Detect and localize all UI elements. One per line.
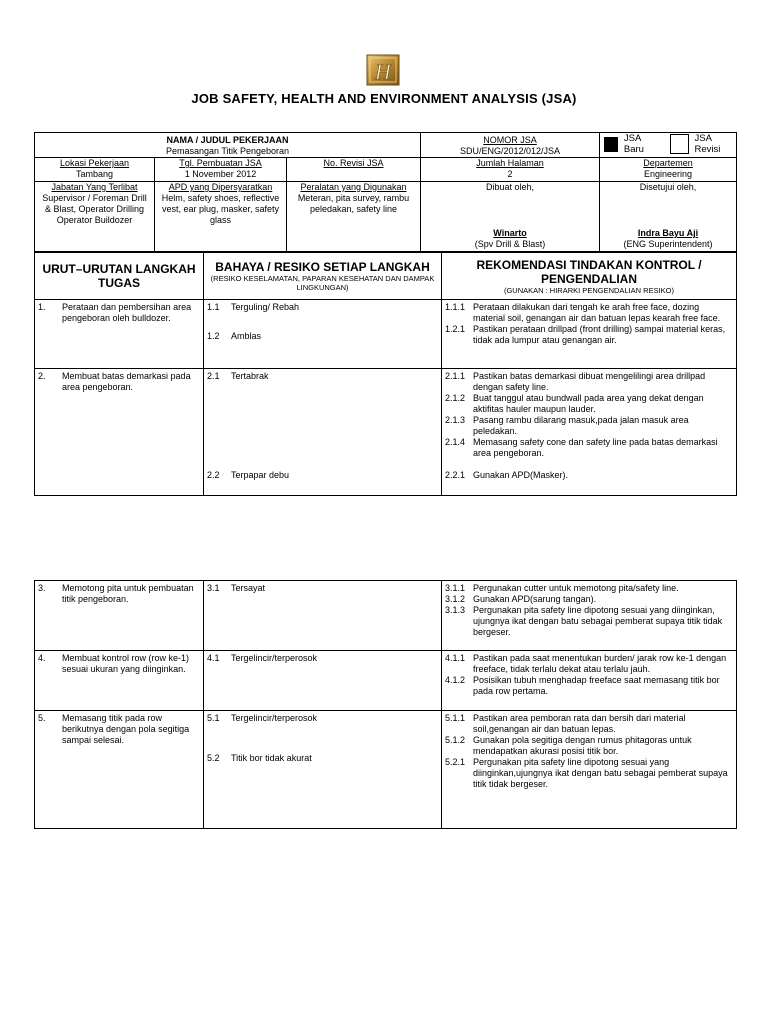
pages-value: 2 — [507, 169, 513, 179]
date-label: Tgl. Pembuatan JSA — [179, 158, 262, 168]
made-by-role: (Spv Drill & Blast) — [474, 239, 546, 249]
made-by-label: Dibuat oleh, — [485, 182, 535, 192]
control-text: Gunakan APD(Masker). — [473, 470, 569, 480]
control-number: 1.2.1 — [445, 324, 466, 334]
document-title: JOB SAFETY, HEALTH AND ENVIRONMENT ANALYSIS (JSA) — [191, 91, 577, 106]
control-cell — [442, 581, 737, 651]
hazards-header-sub: (RESIKO KESELAMATAN, PAPARAN KESEHATAN DAN DAMPAK LINGKUNGAN) — [210, 274, 435, 292]
jsa-type-cell — [600, 133, 737, 158]
control-number: 5.1.2 — [445, 735, 466, 745]
hazard-number: 5.2 — [207, 753, 220, 763]
step-number: 3. — [38, 583, 46, 593]
jsa-task-table-2 — [34, 580, 737, 829]
svg-text:H: H — [375, 59, 391, 84]
location-label: Lokasi Pekerjaan — [59, 158, 130, 168]
step-cell — [35, 581, 204, 651]
jsa-number-label: NOMOR JSA — [483, 135, 537, 145]
approved-by-label: Disetujui oleh, — [639, 182, 697, 192]
step-cell — [35, 711, 204, 829]
control-number: 5.2.1 — [445, 757, 466, 767]
job-title-label: NAMA / JUDUL PEKERJAAN — [166, 135, 289, 145]
hazard-text: Terpapar debu — [231, 470, 290, 480]
table-row — [35, 300, 737, 369]
apd-label: APD yang Dipersyaratkan — [168, 182, 273, 192]
equipment-value: Meteran, pita survey, rambu peledakan, safety line — [297, 193, 410, 214]
step-cell — [35, 369, 204, 496]
table-row — [35, 711, 737, 829]
made-by-cell — [421, 182, 600, 252]
hazard-cell — [204, 300, 442, 369]
positions-cell — [35, 182, 155, 252]
step-text: Memasang titik pada row berikutnya dengan pola segitiga sampai selesai. — [62, 713, 190, 745]
step-text: Membuat batas demarkasi pada area pengeboran. — [62, 371, 191, 392]
control-number: 4.1.2 — [445, 675, 466, 685]
approved-by-cell — [600, 182, 737, 252]
steps-column-header — [35, 253, 204, 300]
step-number: 4. — [38, 653, 46, 663]
approved-by-role: (ENG Superintendent) — [623, 239, 713, 249]
hazard-number: 1.1 — [207, 302, 220, 312]
hazard-text: Tertabrak — [231, 371, 269, 381]
date-value: 1 November 2012 — [184, 169, 257, 179]
jsa-number-cell — [421, 133, 600, 158]
step-number: 5. — [38, 713, 46, 723]
positions-label: Jabatan Yang Terlibat — [51, 182, 138, 192]
control-number: 1.1.1 — [445, 302, 466, 312]
table-row — [35, 369, 737, 496]
hazard-number: 4.1 — [207, 653, 220, 663]
made-by-name: Winarto — [493, 228, 527, 238]
step-cell — [35, 300, 204, 369]
hazard-number: 1.2 — [207, 331, 220, 341]
jsa-header-table — [34, 132, 737, 252]
controls-column-header — [442, 253, 737, 300]
hazard-text: Tersayat — [231, 583, 266, 593]
step-text: Membuat kontrol row (row ke-1) sesuai ukuran yang diinginkan. — [62, 653, 190, 674]
control-number: 2.1.2 — [445, 393, 466, 403]
control-cell — [442, 711, 737, 829]
positions-value: Supervisor / Foreman Drill & Blast, Operator Drilling Operator Buildozer — [42, 193, 147, 225]
control-number: 3.1.2 — [445, 594, 466, 604]
control-cell — [442, 651, 737, 711]
pages-cell — [421, 158, 600, 182]
control-cell — [442, 369, 737, 496]
table-row — [35, 651, 737, 711]
steps-header-label: URUT–URUTAN LANGKAH TUGAS — [42, 262, 196, 290]
control-number: 2.2.1 — [445, 470, 466, 480]
jsa-revisi-label: JSA Revisi — [694, 133, 721, 155]
control-number: 2.1.4 — [445, 437, 466, 447]
department-cell — [600, 158, 737, 182]
revision-label: No. Revisi JSA — [323, 158, 384, 168]
control-number: 3.1.1 — [445, 583, 466, 593]
hazard-text: Titik bor tidak akurat — [231, 753, 312, 763]
hazard-text: Tergelincir/terperosok — [231, 653, 318, 663]
control-text: Buat tanggul atau bundwall pada area yang dekat dengan aktifitas hauler maupun lauder. — [473, 393, 704, 414]
control-text: Gunakan pola segitiga dengan rumus phitagoras untuk mendapatkan akurasi posisi titik bor. — [473, 735, 692, 756]
step-text: Memotong pita untuk pembuatan titik pengeboran. — [62, 583, 194, 604]
hazard-number: 5.1 — [207, 713, 220, 723]
hazard-cell — [204, 711, 442, 829]
control-text: Pergunakan pita safety line dipotong sesuai yang diinginkan,ujungnya ikat dengan batu sebagai pemberat supaya titik tidak bergeser. — [473, 757, 728, 789]
department-value: Engineering — [643, 169, 693, 179]
controls-header-label: REKOMENDASI TINDAKAN KONTROL / PENGENDALIAN — [476, 257, 702, 286]
controls-header-sub: (GUNAKAN : HIRARKI PENGENDALIAN RESIKO) — [503, 285, 675, 295]
control-text: Pastikan batas demarkasi dibuat mengelilingi area drillpad dengan safety line. — [473, 371, 706, 392]
hazards-header-label: BAHAYA / RESIKO SETIAP LANGKAH — [215, 260, 430, 274]
hazard-number: 3.1 — [207, 583, 220, 593]
hazard-cell — [204, 581, 442, 651]
hazard-cell — [204, 651, 442, 711]
control-text: Pergunakan cutter untuk memotong pita/safety line. — [473, 583, 679, 593]
jsa-number-value: SDU/ENG/2012/012/JSA — [459, 146, 561, 156]
equipment-cell — [287, 182, 421, 252]
job-title-value: Pemasangan Titik Pengeboran — [165, 146, 290, 156]
control-text: Pastikan pada saat menentukan burden/ jarak row ke-1 dengan freeface, tidak terlalu dekat atau terlalu jauh. — [473, 653, 727, 674]
control-text: Posisikan tubuh menghadap freeface saat memasang titik bor pada row pertama. — [473, 675, 720, 696]
apd-value: Helm, safety shoes, reflective vest, ear plug, masker, safety glass — [161, 193, 280, 225]
step-number: 2. — [38, 371, 46, 381]
job-title-cell — [35, 133, 421, 158]
control-number: 3.1.3 — [445, 605, 466, 615]
control-text: Pasang rambu dilarang masuk,pada jalan masuk area peledakan. — [473, 415, 689, 436]
apd-cell — [155, 182, 287, 252]
jsa-baru-label: JSA Baru — [623, 133, 644, 155]
table-row — [35, 581, 737, 651]
approved-by-name: Indra Bayu Aji — [637, 228, 699, 238]
hazard-text: Terguling/ Rebah — [231, 302, 300, 312]
control-cell — [442, 300, 737, 369]
control-number: 2.1.3 — [445, 415, 466, 425]
hazards-column-header — [204, 253, 442, 300]
control-number: 2.1.1 — [445, 371, 466, 381]
control-text: Memasang safety cone dan safety line pada batas demarkasi area pengeboran. — [473, 437, 718, 458]
jsa-task-table-1 — [34, 252, 737, 496]
control-text: Perataan dilakukan dari tengah ke arah free face, dozing material soil, genangan air dan batuan lepas kearah free face. — [473, 302, 721, 323]
revision-cell — [287, 158, 421, 182]
department-label: Departemen — [643, 158, 693, 168]
control-text: Gunakan APD(sarung tangan). — [473, 594, 597, 604]
step-text: Perataan dan pembersihan area pengeboran oleh bulldozer. — [62, 302, 192, 323]
location-value: Tambang — [75, 169, 114, 179]
equipment-label: Peralatan yang Digunakan — [300, 182, 407, 192]
step-number: 1. — [38, 302, 46, 312]
pages-label: Jumlah Halaman — [476, 158, 544, 168]
control-text: Pergunakan pita safety line dipotong sesuai yang diinginkan, ujungnya ikat dengan batu sebagai pemberat supaya titik tidak bergeser. — [473, 605, 723, 637]
hazard-text: Tergelincir/terperosok — [231, 713, 318, 723]
control-number: 5.1.1 — [445, 713, 466, 723]
jsa-revisi-checkbox[interactable] — [670, 134, 688, 154]
control-text: Pastikan area pemboran rata dan bersih dari material soil,genangan air dan batuan lepas. — [473, 713, 686, 734]
hazard-number: 2.1 — [207, 371, 220, 381]
hazard-cell — [204, 369, 442, 496]
location-cell — [35, 158, 155, 182]
hazard-text: Amblas — [231, 331, 262, 341]
control-text: Pastikan perataan drillpad (front drilling) sampai material keras, tidak ada lumpur atau genangan air. — [473, 324, 726, 345]
hazard-number: 2.2 — [207, 470, 220, 480]
step-cell — [35, 651, 204, 711]
company-logo — [366, 54, 400, 86]
date-cell — [155, 158, 287, 182]
jsa-baru-checkbox[interactable] — [604, 137, 618, 152]
control-number: 4.1.1 — [445, 653, 466, 663]
